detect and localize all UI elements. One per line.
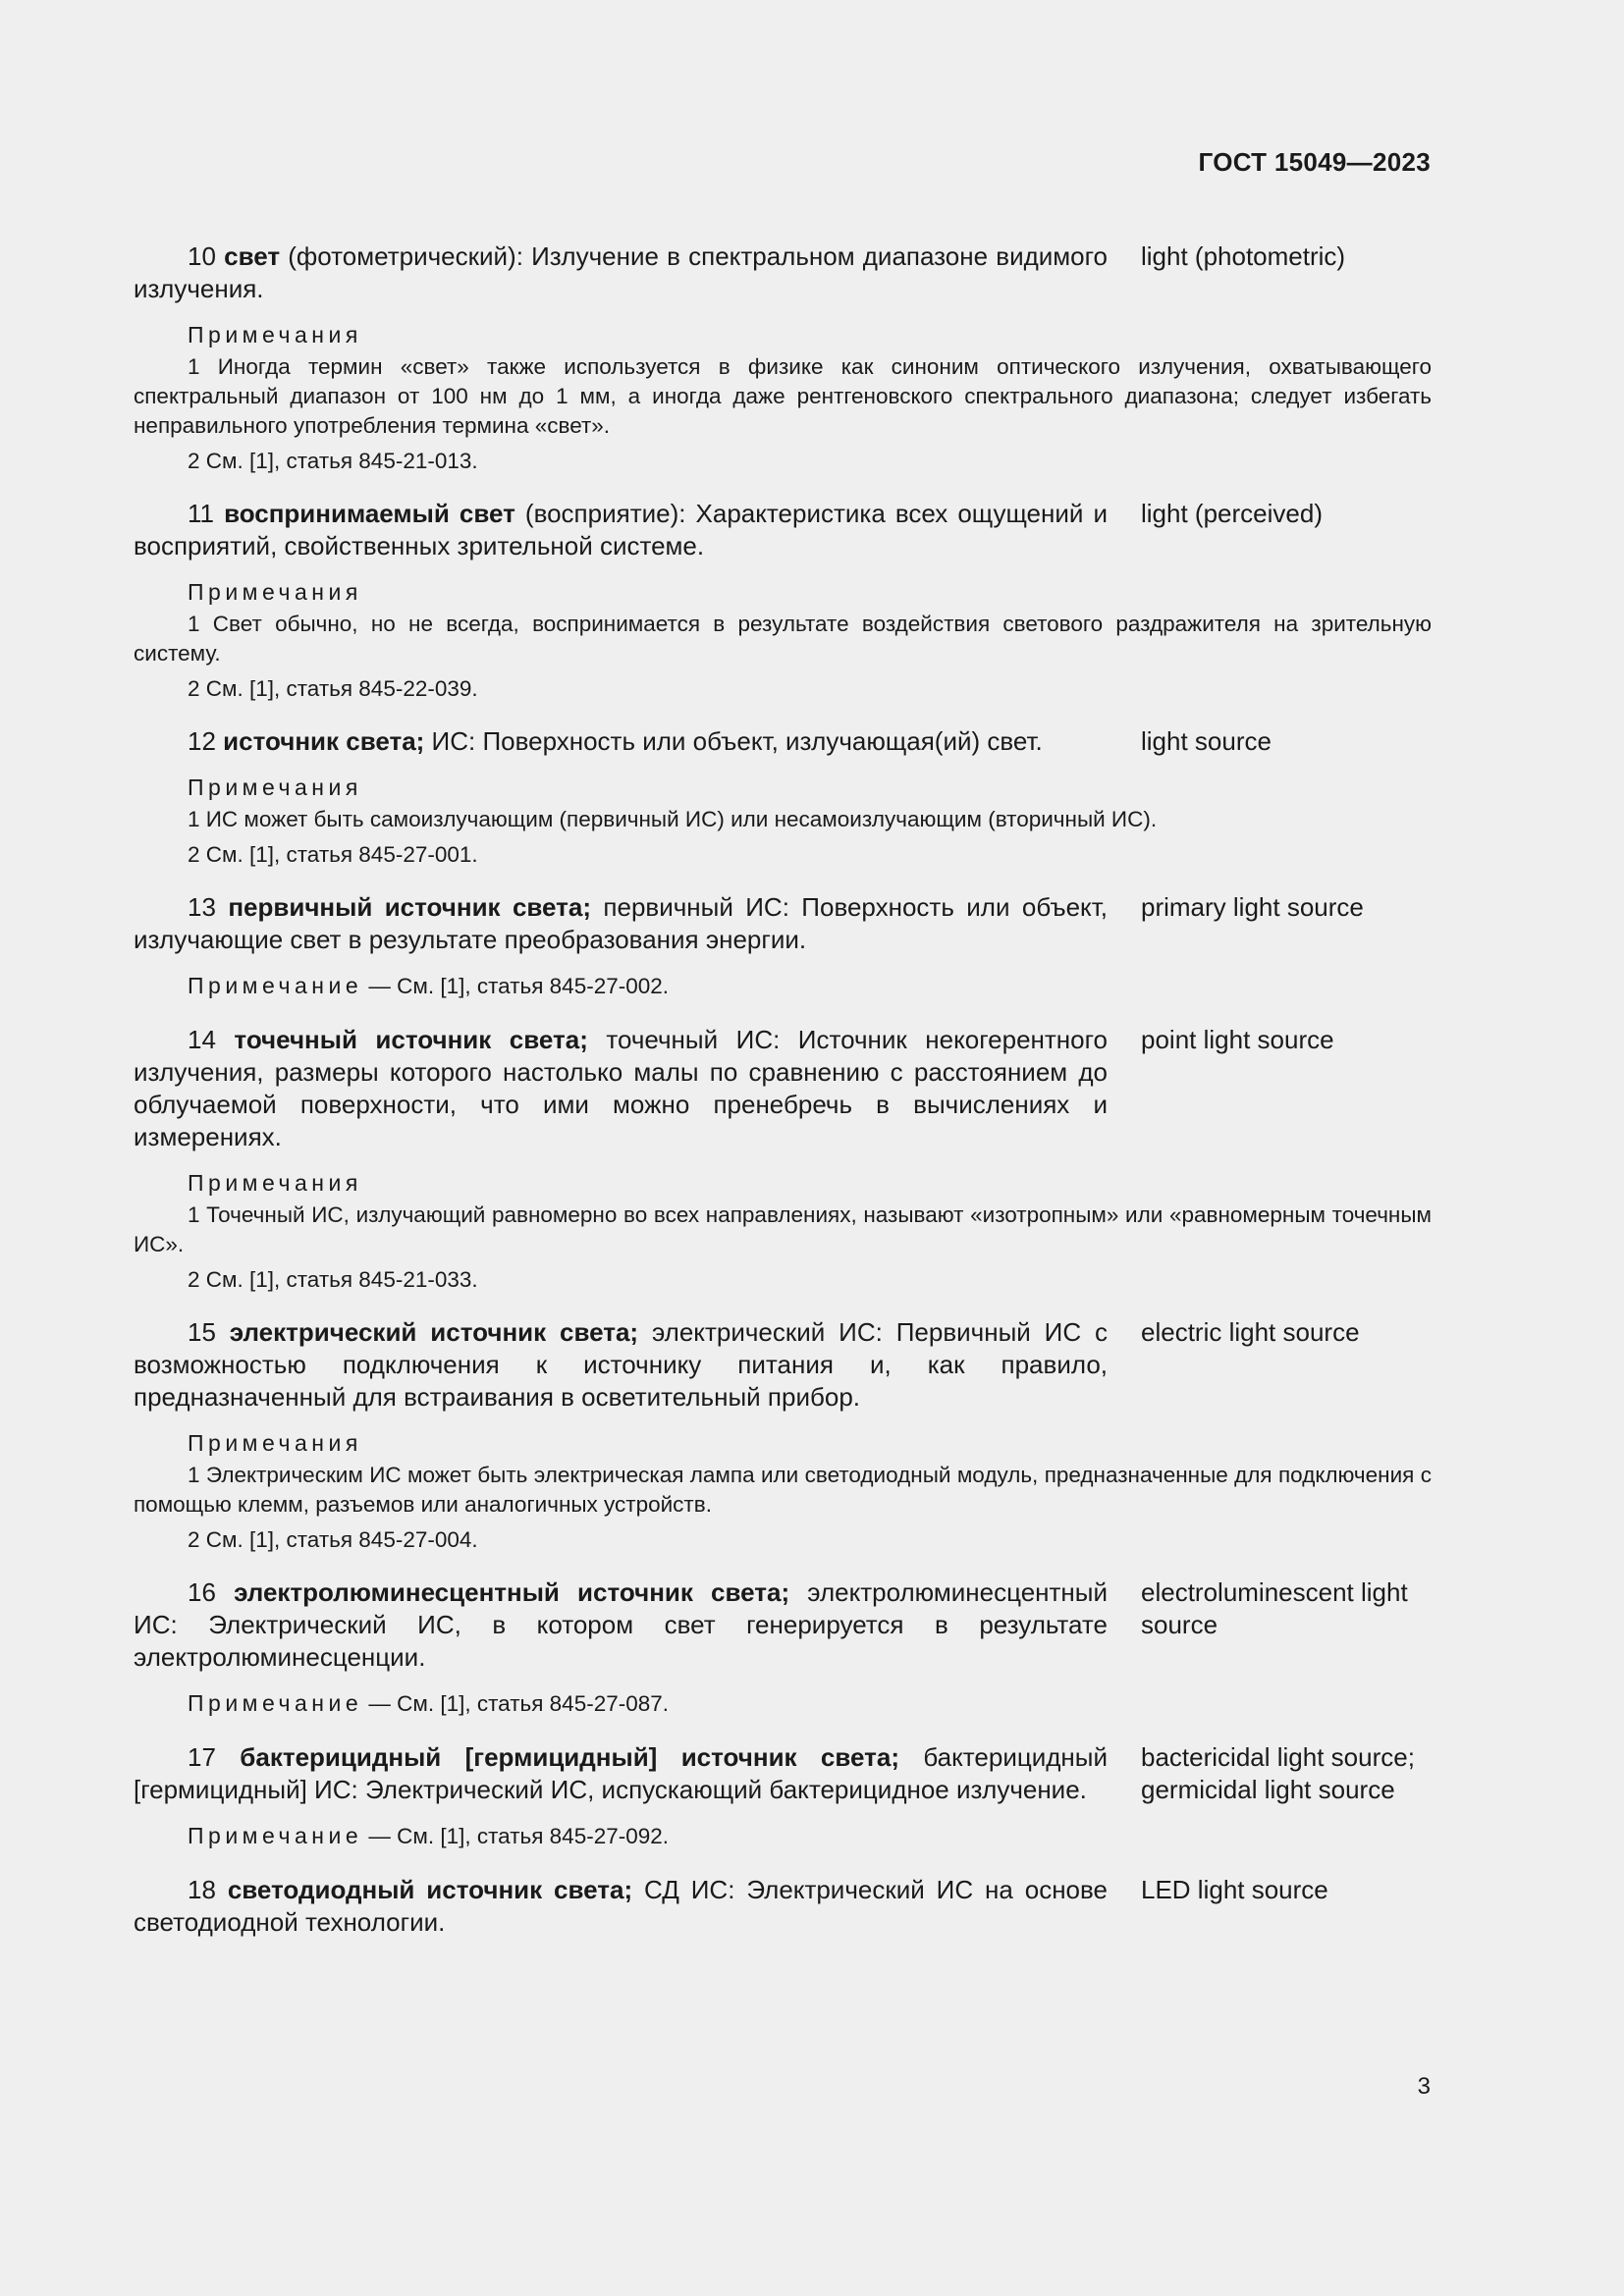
term-entry-12: [134, 725, 1432, 758]
note-text: 1 ИС может быть самоизлучающим (первичный ИС) или несамоизлучающим (вторичный ИС).: [188, 807, 1158, 831]
term-name: воспринимаемый свет: [224, 499, 515, 528]
term-name: точечный источник света;: [234, 1025, 588, 1054]
notes-label: Примечания: [188, 774, 362, 800]
note-text: 2 См. [1], статья 845-27-001.: [188, 842, 478, 867]
english-equivalent: electric light source: [1141, 1317, 1360, 1347]
definition-text: ИС: Поверхность или объект, излучающая(ий) свет.: [424, 726, 1043, 756]
notes-label: Примечания: [188, 322, 362, 347]
note-text: 1 Иногда термин «свет» также используется в физике как синоним оптического излучения, охватывающего спектральный диапазон от 100 нм до 1 мм, а иногда даже рентгеновского спектрального диапазона; следует избегать неправильного употребления термина «свет».: [134, 354, 1432, 438]
term-entry-17: [134, 1741, 1432, 1806]
term-definition: [134, 891, 1108, 956]
page-number: 3: [1417, 2073, 1431, 2100]
english-equivalent: light (perceived): [1141, 499, 1323, 528]
note-label: Примечание: [188, 1690, 363, 1716]
note-inline: [134, 1820, 1432, 1852]
notes-label: Примечания: [188, 1170, 362, 1196]
document-code: ГОСТ 15049—2023: [1198, 147, 1431, 177]
term-name: первичный источник света;: [228, 892, 592, 922]
term-definition: [134, 1316, 1108, 1414]
definition-text: точечный ИС: Источник некогерентного излучения, размеры которого настолько малы по сравнению с расстоянием до облучаемой поверхности, что ими можно пренебречь в вычислениях и измерениях.: [134, 1025, 1108, 1151]
note-inline: [134, 1687, 1432, 1720]
note-text: — См. [1], статья 845-27-002.: [362, 974, 670, 998]
note-text: 1 Электрическим ИС может быть электрическая лампа или светодиодный модуль, предназначенные для подключения с помощью клемм, разъемов или аналогичных устройств.: [134, 1463, 1432, 1517]
term-name: электрический источник света;: [229, 1317, 639, 1347]
definition-text: первичный ИС: Поверхность или объект, излучающие свет в результате преобразования энергии.: [134, 892, 1108, 954]
english-equivalent: electroluminescent light source: [1141, 1577, 1408, 1639]
definition-text: (восприятие): Характеристика всех ощущений и восприятий, свойственных зрительной системе.: [134, 499, 1108, 561]
english-equivalent: point light source: [1141, 1025, 1334, 1054]
english-equivalent: primary light source: [1141, 892, 1364, 922]
note-label: Примечание: [188, 973, 363, 998]
english-equivalent: light source: [1141, 726, 1272, 756]
term-number: 11: [188, 499, 214, 528]
definition-text: бактерицидный [гермицидный] ИС: Электрический ИС, испускающий бактерицидное излучение.: [134, 1742, 1108, 1804]
term-name: бактерицидный [гермицидный] источник света;: [240, 1742, 899, 1772]
note-text: — См. [1], статья 845-27-092.: [362, 1824, 670, 1848]
term-entry-14: [134, 1024, 1432, 1153]
term-entry-16: [134, 1576, 1432, 1674]
notes-label: Примечания: [188, 1430, 362, 1456]
term-definition: [134, 240, 1108, 305]
note-text: 2 См. [1], статья 845-21-033.: [188, 1267, 478, 1292]
term-number: 16: [188, 1577, 216, 1607]
note-text: — См. [1], статья 845-27-087.: [362, 1691, 670, 1716]
term-entry-10: [134, 240, 1432, 305]
notes-label: Примечания: [188, 579, 362, 605]
note-text: 2 См. [1], статья 845-21-013.: [188, 449, 478, 473]
term-entry-15: [134, 1316, 1432, 1414]
term-name: свет: [224, 241, 281, 271]
definition-text: электрический ИС: Первичный ИС с возможностью подключения к источнику питания и, как правило, предназначенный для встраивания в осветительный прибор.: [134, 1317, 1108, 1412]
term-number: 14: [188, 1025, 216, 1054]
term-name: электролюминесцентный источник света;: [234, 1577, 790, 1607]
term-definition: [134, 1576, 1108, 1674]
term-definition: [134, 498, 1108, 562]
note-text: 2 См. [1], статья 845-27-004.: [188, 1527, 478, 1552]
term-definition: [134, 725, 1108, 758]
terms-list: [134, 240, 1432, 1939]
term-entry-11: [134, 498, 1432, 562]
term-number: 13: [188, 892, 216, 922]
term-definition: [134, 1741, 1108, 1806]
term-name: светодиодный источник света;: [227, 1875, 633, 1904]
term-name: источник света;: [223, 726, 425, 756]
note-text: 1 Свет обычно, но не всегда, воспринимается в результате воздействия светового раздражителя на зрительную систему.: [134, 612, 1432, 666]
note-inline: [134, 970, 1432, 1002]
term-number: 15: [188, 1317, 216, 1347]
note-text: 1 Точечный ИС, излучающий равномерно во всех направлениях, называют «изотропным» или «равномерным точечным ИС».: [134, 1202, 1432, 1256]
term-definition: [134, 1874, 1108, 1939]
term-entry-13: [134, 891, 1432, 956]
term-number: 12: [188, 726, 216, 756]
term-entry-18: [134, 1874, 1432, 1939]
definition-text: (фотометрический): Излучение в спектральном диапазоне видимого излучения.: [134, 241, 1108, 303]
definition-text: СД ИС: Электрический ИС на основе светодиодной технологии.: [134, 1875, 1108, 1937]
english-equivalent: light (photometric): [1141, 241, 1346, 271]
note-text: 2 См. [1], статья 845-22-039.: [188, 676, 478, 701]
term-number: 18: [188, 1875, 216, 1904]
definition-text: электролюминесцентный ИС: Электрический ИС, в котором свет генерируется в результате электролюминесценции.: [134, 1577, 1108, 1672]
term-number: 17: [188, 1742, 216, 1772]
term-definition: [134, 1024, 1108, 1153]
note-label: Примечание: [188, 1823, 363, 1848]
english-equivalent: LED light source: [1141, 1875, 1328, 1904]
english-equivalent: bactericidal light source; germicidal light source: [1141, 1742, 1415, 1804]
term-number: 10: [188, 241, 216, 271]
